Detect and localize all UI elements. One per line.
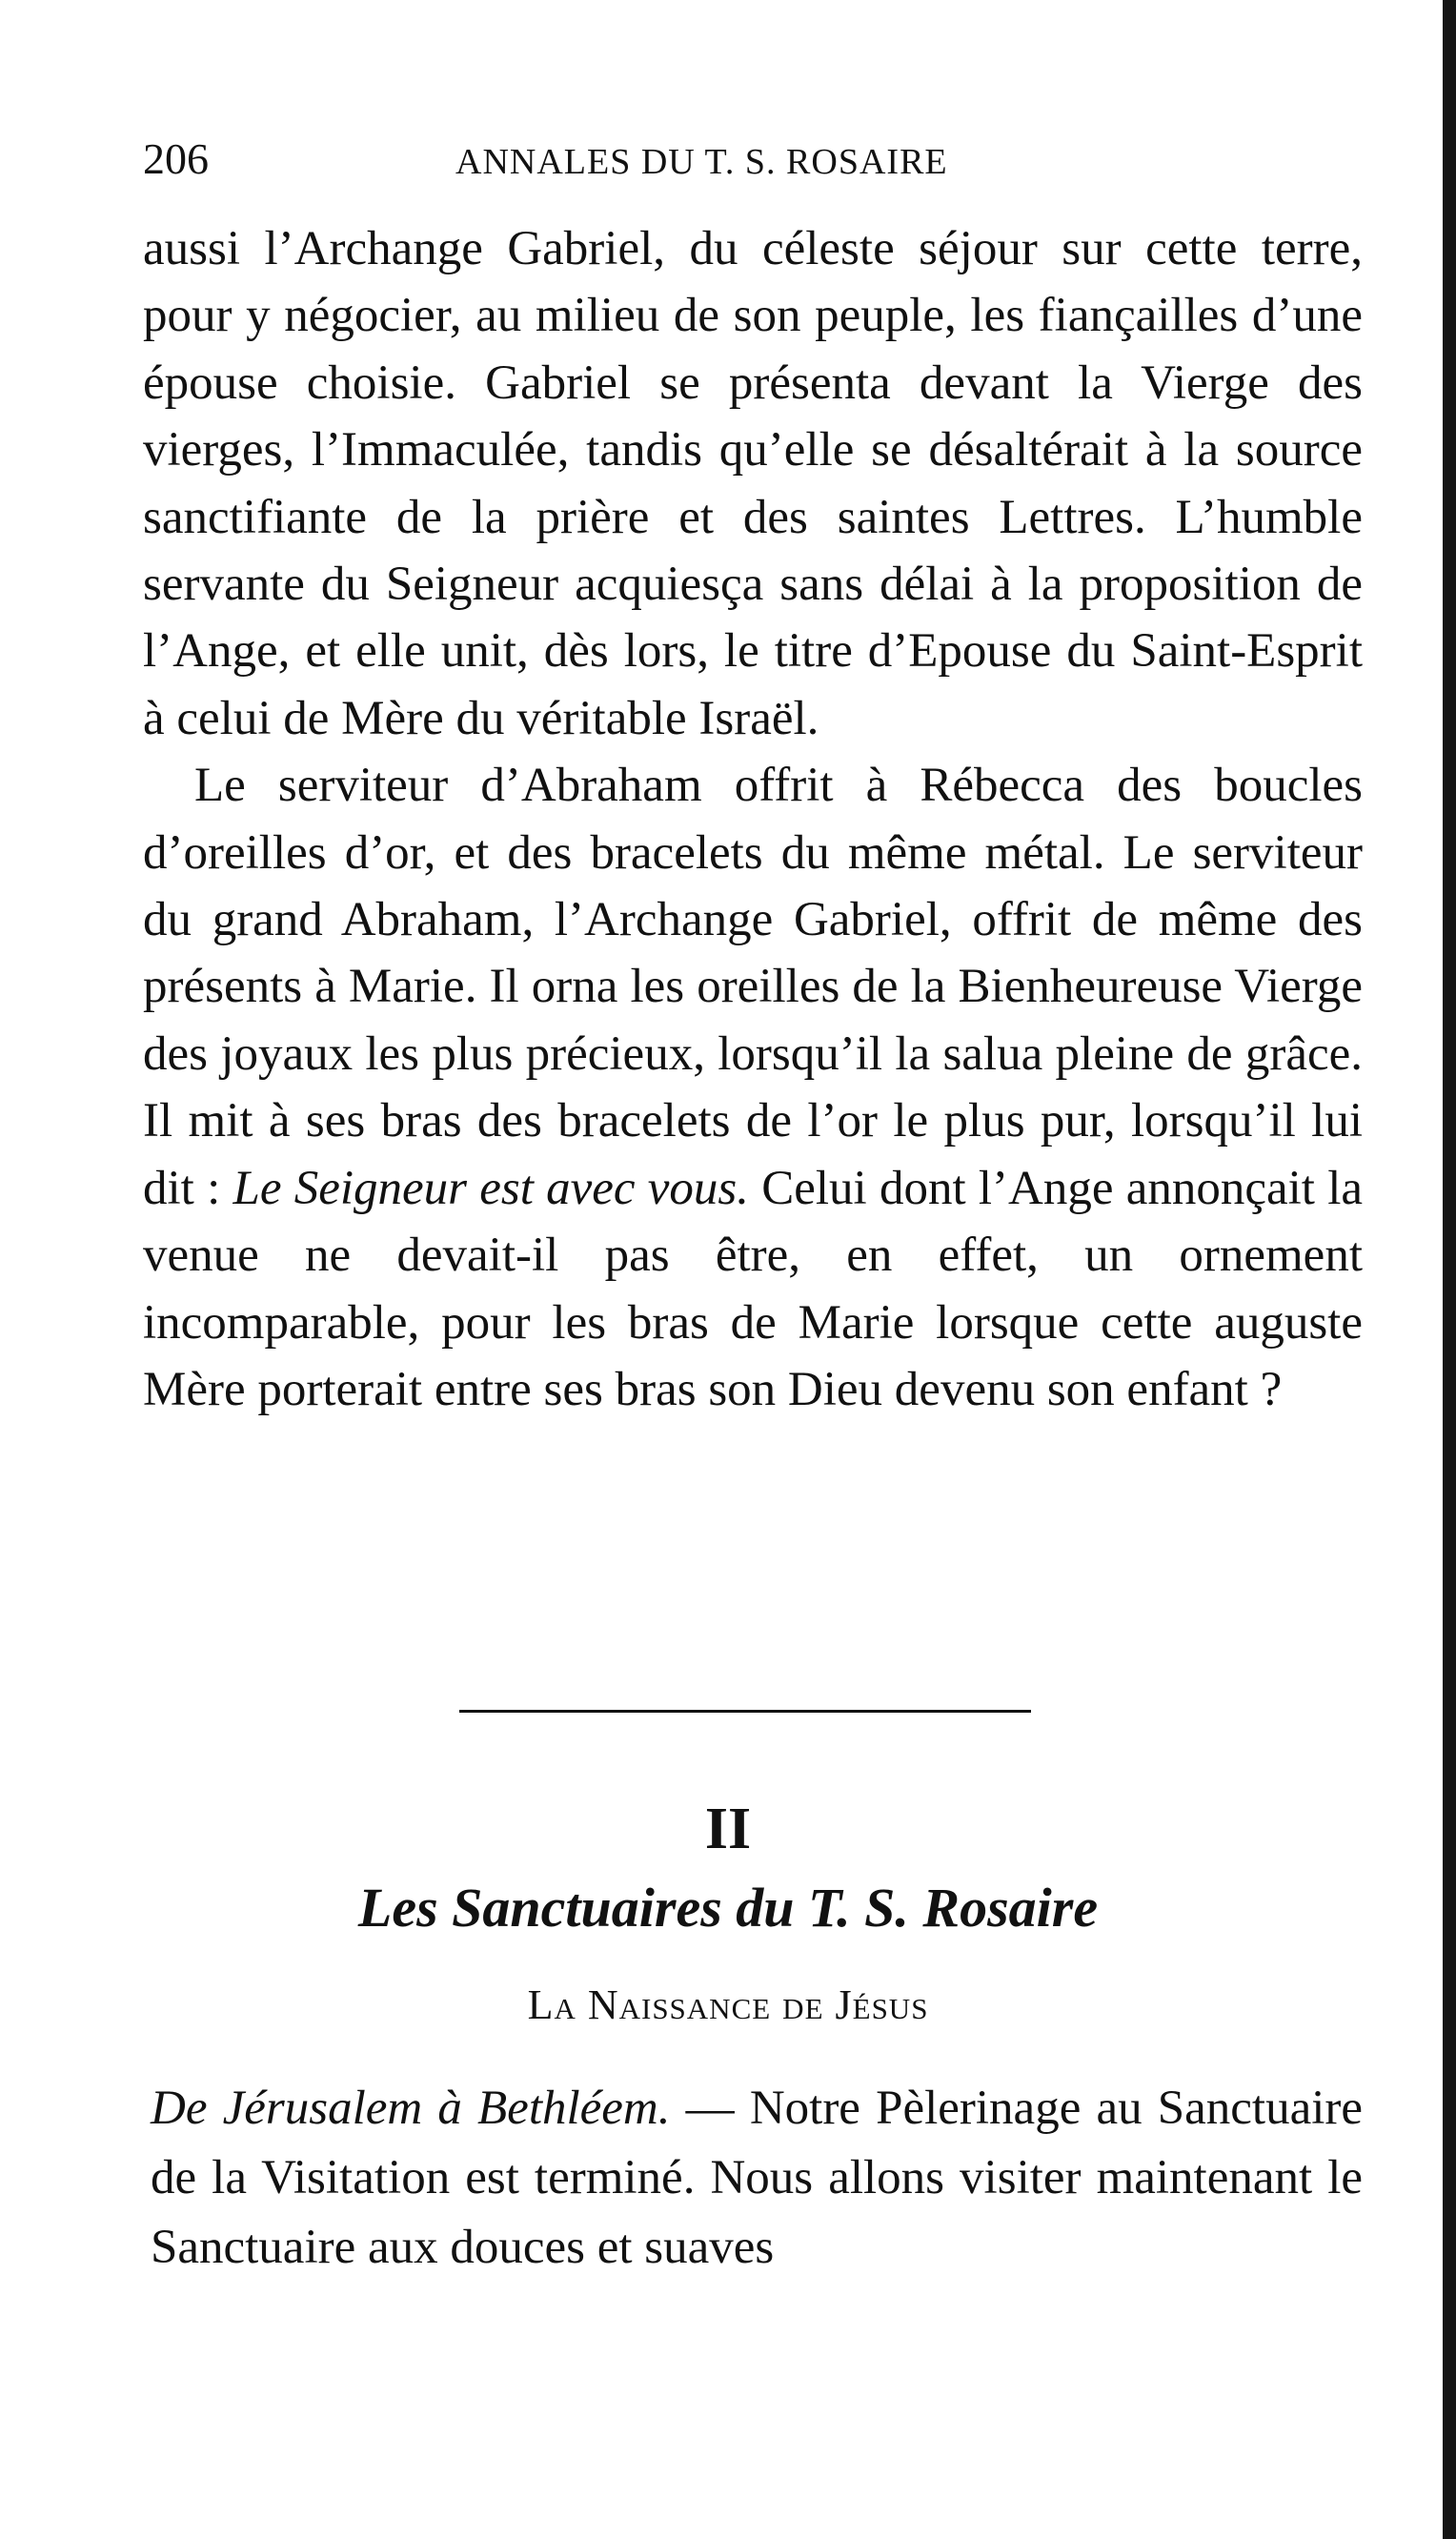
paragraph-2-part-2: Celui dont l’Ange annonçait la venue ne devait-il pas être, en effet, un ornement incomparable, pour les bras de Marie lorsque cette auguste Mère porterait entre ses bras son Dieu devenu son enfant ?: [143, 1161, 1363, 1416]
body-text: [143, 215, 1363, 1423]
page-header: [143, 133, 1363, 191]
section-number: II: [704, 1797, 752, 1861]
paragraph-2: [143, 752, 1363, 1423]
section-title: Les Sanctuaires du T. S. Rosaire: [357, 1877, 1099, 1939]
section-divider: [459, 1710, 1031, 1713]
paragraph-2-part-1: Le serviteur d’Abraham offrit à Rébecca des boucles d’oreilles d’or, et des bracelets du même métal. Le serviteur du grand Abraham, l’Archange Gabriel, offrit de même des présents à Marie. Il orna les oreilles de la Bienheureuse Vierge des joyaux les plus précieux, lorsqu’il la salua pleine de grâce. Il mit à ses bras des bracelets de l’or le plus pur, lorsqu’il lui dit :: [143, 759, 1363, 1215]
em-dash: —: [670, 2082, 750, 2135]
paragraph-3: [151, 2074, 1363, 2283]
page-number: 206: [143, 134, 209, 183]
scan-edge: [1443, 0, 1456, 2539]
paragraph-1: aussi l’Archange Gabriel, du céleste séjour sur cette terre, pour y négocier, au milieu de son peuple, les fiançailles d’une épouse choisie. Gabriel se présenta devant la Vierge des vierges, l’Immaculée, tandis qu’elle se désaltérait à la source sanctifiante de la prière et des saintes Lettres. L’humble servante du Seigneur acquiesça sans délai à la proposition de l’Ange, et elle unit, dès lors, le titre d’Epouse du Saint-Esprit à celui de Mère du véritable Israël.: [143, 222, 1363, 745]
running-head: ANNALES DU T. S. ROSAIRE: [455, 142, 948, 182]
paragraph-lead: De Jérusalem à Bethléem.: [151, 2082, 671, 2135]
quote: Le Seigneur est avec vous.: [233, 1161, 749, 1215]
lower-text: [151, 2074, 1363, 2283]
paragraph-3-text: Notre Pèlerinage au Sanctuaire de la Visitation est terminé. Nous allons visiter maintenant le Sanctuaire aux douces et suaves: [151, 2082, 1364, 2274]
subsection-title: La Naissance de Jésus: [527, 1981, 929, 2028]
